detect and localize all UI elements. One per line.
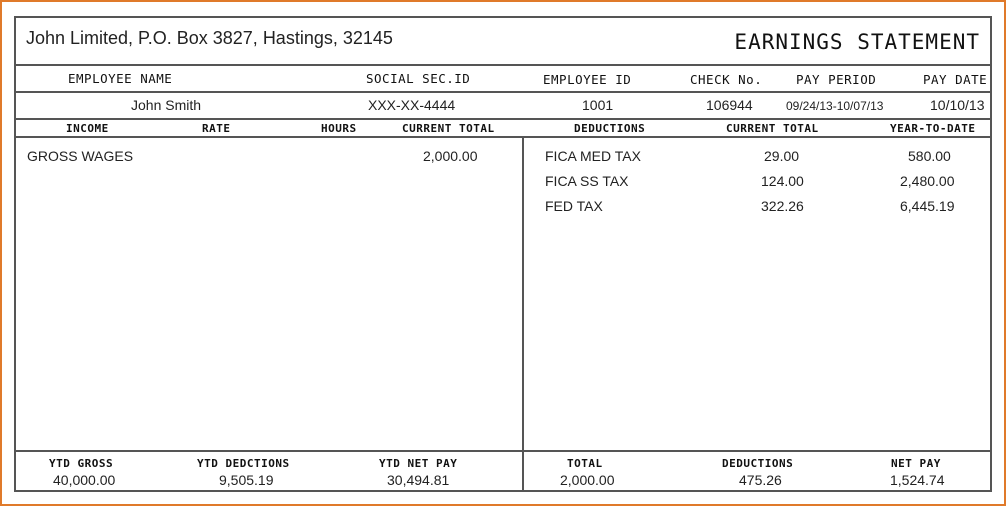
- statement-title: EARNINGS STATEMENT: [734, 30, 980, 54]
- divider: [16, 136, 990, 138]
- income-row-name: GROSS WAGES: [27, 148, 134, 164]
- label-total: TOTAL: [567, 457, 603, 470]
- value-employee-id: 1001: [582, 97, 614, 113]
- header-check-no: CHECK No.: [690, 72, 763, 87]
- header-social-sec-id: SOCIAL SEC.ID: [366, 71, 471, 86]
- value-ytd-gross: 40,000.00: [53, 472, 116, 488]
- deduction-row-ytd: 2,480.00: [900, 173, 955, 189]
- income-row-current-total: 2,000.00: [423, 148, 478, 164]
- divider: [16, 64, 990, 66]
- divider: [16, 450, 990, 452]
- value-ytd-deductions: 9,505.19: [219, 472, 274, 488]
- deduction-row-name: FICA MED TAX: [545, 148, 641, 164]
- deduction-row-current-total: 322.26: [761, 198, 804, 214]
- divider: [16, 118, 990, 120]
- header-income-current-total: CURRENT TOTAL: [402, 122, 495, 135]
- deduction-row-name: FED TAX: [545, 198, 603, 214]
- earnings-statement: [14, 16, 992, 492]
- header-pay-period: PAY PERIOD: [796, 72, 877, 87]
- header-deductions: DEDUCTIONS: [574, 122, 646, 135]
- label-ytd-gross: YTD GROSS: [49, 457, 114, 470]
- value-pay-date: 10/10/13: [930, 97, 985, 113]
- value-check-no: 106944: [706, 97, 753, 113]
- label-net-pay: NET PAY: [891, 457, 941, 470]
- deduction-row-name: FICA SS TAX: [545, 173, 629, 189]
- deduction-row-current-total: 29.00: [764, 148, 800, 164]
- header-employee-name: EMPLOYEE NAME: [68, 71, 173, 86]
- label-deductions: DEDUCTIONS: [722, 457, 794, 470]
- value-net-pay: 1,524.74: [890, 472, 945, 488]
- header-pay-date: PAY DATE: [923, 72, 988, 87]
- divider: [16, 91, 990, 93]
- header-rate: RATE: [202, 122, 231, 135]
- column-divider: [522, 136, 524, 492]
- header-hours: HOURS: [321, 122, 357, 135]
- value-social-sec-id: XXX-XX-4444: [368, 97, 456, 113]
- value-deductions: 475.26: [739, 472, 782, 488]
- deduction-row-current-total: 124.00: [761, 173, 804, 189]
- value-employee-name: John Smith: [131, 97, 202, 113]
- label-ytd-deductions: YTD DEDCTIONS: [197, 457, 290, 470]
- deduction-row-ytd: 580.00: [908, 148, 951, 164]
- value-pay-period: 09/24/13-10/07/13: [786, 99, 884, 113]
- company-address: John Limited, P.O. Box 3827, Hastings, 32145: [26, 28, 393, 48]
- value-ytd-net-pay: 30,494.81: [387, 472, 450, 488]
- header-deductions-current-total: CURRENT TOTAL: [726, 122, 819, 135]
- header-year-to-date: YEAR-TO-DATE: [890, 122, 976, 135]
- header-employee-id: EMPLOYEE ID: [543, 72, 632, 87]
- deduction-row-ytd: 6,445.19: [900, 198, 955, 214]
- label-ytd-net-pay: YTD NET PAY: [379, 457, 458, 470]
- value-total: 2,000.00: [560, 472, 615, 488]
- header-income: INCOME: [66, 122, 109, 135]
